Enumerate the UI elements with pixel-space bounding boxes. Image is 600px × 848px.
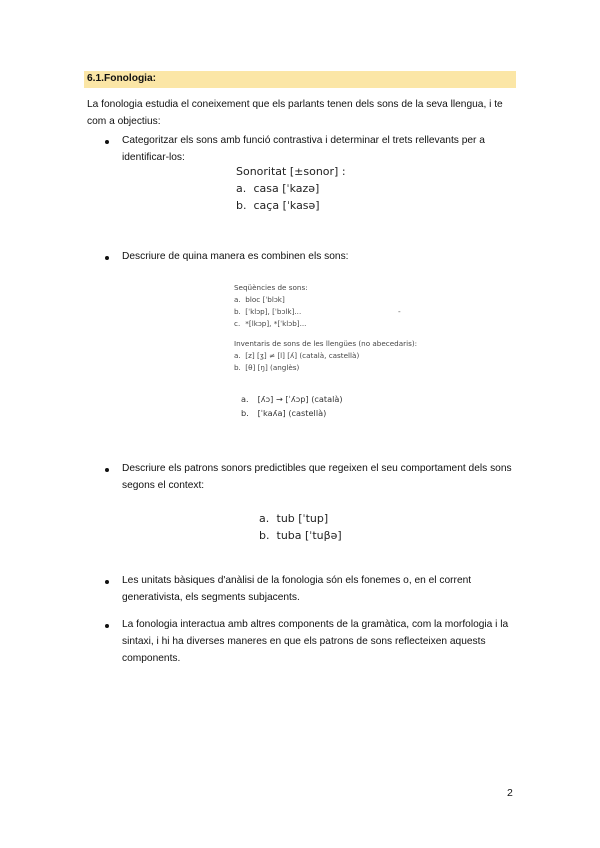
example-sound-sequences (234, 282, 417, 374)
bullet-5-line-3: components. (122, 653, 181, 664)
intro-line-1: La fonologia estudia el coneixement que els parlants tenen dels sons de la seva llengua, i te (87, 99, 503, 110)
bullet-4-line-1: Les unitats bàsiques d'anàlisi de la fonologia són els fonemes o, en el corrent (122, 575, 472, 586)
example-item: tub [ˈtup] (276, 512, 329, 525)
bullet-icon (105, 468, 109, 472)
bullet-1-line-1: Categoritzar els sons amb funció contrastiva i determinar el trets rellevants per a (122, 135, 485, 146)
example-label: a. (234, 295, 241, 304)
intro-paragraph (87, 96, 503, 130)
bullet-5-line-1: La fonologia interactua amb altres components de la gramàtica, com la morfologia i la (122, 619, 509, 630)
bullet-4-line-2: generativista, els segments subjacents. (122, 592, 300, 603)
bullet-5-line-2: sintaxi, i hi ha diverses maneres en que els patrons de sons reflecteixen aquests (122, 636, 486, 647)
example-label: c. (234, 319, 241, 328)
bullet-1-line-2: identificar-los: (122, 152, 185, 163)
example-label: b. (259, 529, 270, 542)
example-label: b. (241, 408, 249, 418)
bullet-item-3 (122, 460, 512, 494)
intro-line-2: com a objectius: (87, 116, 161, 127)
bullet-3-line-1: Descriure els patrons sonors predictibles que regeixen el seu comportament dels sons (122, 463, 512, 474)
example-item: caça [ˈkasə] (253, 199, 320, 212)
stray-dash-mark: - (398, 307, 401, 316)
bullet-item-5 (122, 616, 508, 667)
example-label: b. (234, 307, 241, 316)
example-item: [ˈkaʎa] (castellà) (257, 408, 327, 418)
example-label: a. (259, 512, 270, 525)
example-item: [ˈklɔp], [ˈbɔlk]... (245, 307, 302, 316)
example-item: *[lkɔp], *[ˈklɔb]... (245, 319, 307, 328)
example-item: [ʎɔ] → [ˈʎɔp] (català) (257, 394, 343, 404)
bullet-icon (105, 140, 109, 144)
section-title: 6.1.Fonologia: (87, 73, 157, 84)
example-item: [θ] [ŋ] (anglès) (245, 363, 300, 372)
bullet-2-line-1: Descriure de quina manera es combinen els sons: (122, 251, 349, 262)
example-item: casa [ˈkazə] (253, 182, 320, 195)
example-label: b. (234, 363, 241, 372)
bullet-icon (105, 256, 109, 260)
example-item: tuba [ˈtuβə] (276, 529, 342, 542)
example-sonority (236, 163, 346, 214)
example-label: a. (236, 182, 247, 195)
example-item: [z] [ʒ] ≠ [l] [ʎ] (català, castellà) (245, 351, 360, 360)
example-inventories-title: Inventaris de sons de les llengües (no abecedaris): (234, 339, 418, 348)
example-sonority-title: Sonoritat [±sonor] : (236, 165, 346, 178)
page-number: 2 (507, 787, 513, 799)
example-item: bloc [ˈblɔk] (245, 295, 285, 304)
bullet-3-line-2: segons el context: (122, 480, 205, 491)
example-label: a. (234, 351, 241, 360)
example-sequences-title: Seqüències de sons: (234, 283, 308, 292)
example-label: a. (241, 394, 249, 404)
bullet-item-2 (122, 248, 349, 265)
bullet-icon (105, 580, 109, 584)
example-label: b. (236, 199, 247, 212)
example-predictable-patterns (259, 510, 342, 544)
example-palatal (241, 392, 343, 420)
bullet-item-4 (122, 572, 471, 606)
bullet-item-1 (122, 132, 485, 166)
bullet-icon (105, 624, 109, 628)
